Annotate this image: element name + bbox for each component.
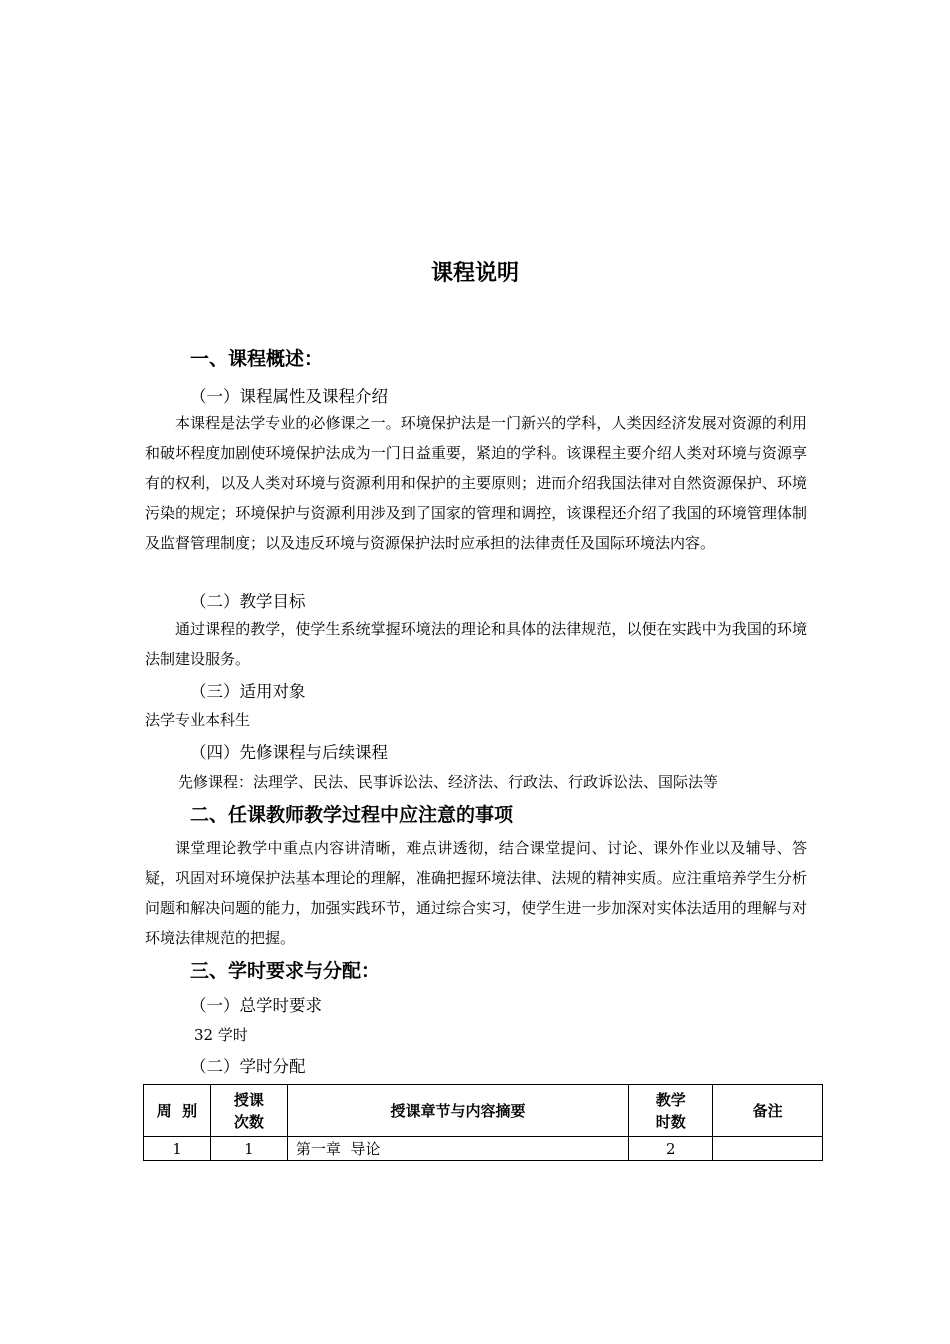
header-sessions: [210, 1085, 287, 1137]
header-hours: [629, 1085, 713, 1137]
table-header-row: [144, 1085, 823, 1137]
section-2-heading: 二、任课教师教学过程中应注意的事项: [190, 804, 514, 826]
section-1-3-text: 法学专业本科生: [145, 711, 251, 729]
cell-hours: 2: [629, 1137, 713, 1161]
table-row: [144, 1137, 823, 1161]
section-1-4-heading: （四）先修课程与后续课程: [190, 743, 388, 762]
section-3-heading: 三、学时要求与分配：: [190, 960, 381, 982]
cell-week: 1: [144, 1137, 211, 1161]
cell-session: 1: [210, 1137, 287, 1161]
section-2-text: 课堂理论教学中重点内容讲清晰，难点讲透彻，结合课堂提问、讨论、课外作业以及辅导、答疑，巩固对环境保护法基本理论的理解，准确把握环境法律、法规的精神实质。应注重培养学生分析问题和解决问题的能力，加强实践环节，通过综合实习，使学生进一步加深对实体法适用的理解与对环境法律规范的把握。: [145, 839, 807, 947]
hours-allocation-table: [143, 1084, 823, 1161]
section-1-2-heading: （二）教学目标: [190, 592, 306, 611]
section-3-1-text: 32 学时: [194, 1026, 248, 1044]
header-hours-line2: 时数: [655, 1112, 686, 1131]
section-1-1-text: 本课程是法学专业的必修课之一。环境保护法是一门新兴的学科，人类因经济发展对资源的利用和破坏程度加剧使环境保护法成为一门日益重要，紧迫的学科。该课程主要介绍人类对环境与资源享有的权利，以及人类对环境与资源利用和保护的主要原则；进而介绍我国法律对自然资源保护、环境污染的规定；环境保护与资源利用涉及到了国家的管理和调控，该课程还介绍了我国的环境管理体制及监督管理制度；以及违反环境与资源保护法时应承担的法律责任及国际环境法内容。: [145, 414, 807, 552]
header-hours-line1: 教学: [655, 1090, 686, 1109]
header-sessions-line1: 授课: [233, 1090, 264, 1109]
cell-content: 第一章 导论: [287, 1137, 629, 1161]
header-notes: 备注: [713, 1085, 823, 1137]
header-sessions-line2: 次数: [233, 1112, 264, 1131]
section-1-4-text: 先修课程：法理学、民法、民事诉讼法、经济法、行政法、行政诉讼法、国际法等: [178, 773, 719, 791]
section-1-3-heading: （三）适用对象: [190, 682, 306, 701]
header-content: 授课章节与内容摘要: [287, 1085, 629, 1137]
page-title: 课程说明: [430, 261, 519, 286]
cell-notes: [713, 1137, 823, 1161]
section-3-2-heading: （二）学时分配: [190, 1057, 306, 1076]
section-1-heading: 一、课程概述：: [190, 348, 324, 370]
section-3-1-heading: （一）总学时要求: [190, 996, 322, 1015]
section-1-2-text: 通过课程的教学，使学生系统掌握环境法的理论和具体的法律规范，以便在实践中为我国的环境法制建设服务。: [145, 620, 807, 668]
header-week: 周 别: [144, 1085, 211, 1137]
section-1-1-heading: （一）课程属性及课程介绍: [190, 387, 388, 406]
